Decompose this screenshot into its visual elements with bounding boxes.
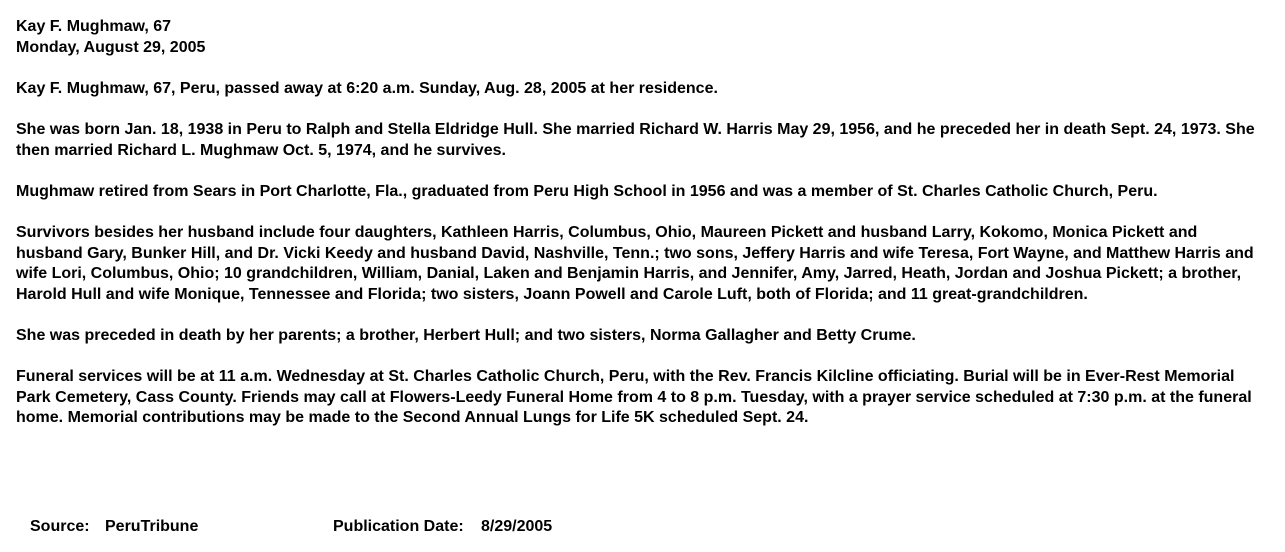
paragraph-survivors: Survivors besides her husband include four daughters, Kathleen Harris, Columbus, Ohio, Maureen Pickett and husband Larry, Kokomo, Monica Pickett and husband Gary, Bunker Hill, and Dr. Vicki Keedy and husband David, Nashville, Tenn.; two sons, Jeffery Harris and wife Teresa, Fort Wayne, and Matthew Harris and wife Lori, Columbus, Ohio; 10 grandchildren, William, Danial, Laken and Benjamin Harris, and Jennifer, Amy, Jarred, Heath, Jordan and Joshua Pickett; a brother, Harold Hull and wife Monique, Tennessee and Florida; two sisters, Joann Powell and Carole Luft, both of Florida; and 11 great-grandchildren. — [16, 223, 1254, 303]
paragraph-death-notice: Kay F. Mughmaw, 67, Peru, passed away at 6:20 a.m. Sunday, Aug. 28, 2005 at her residence. — [16, 79, 718, 97]
paragraph-birth-marriage: She was born Jan. 18, 1938 in Peru to Ralph and Stella Eldridge Hull. She married Richard W. Harris May 29, 1956, and he preceded her in death Sept. 24, 1973. She then married Richard L. Mughmaw Oct. 5, 1974, and he survives. — [16, 120, 1255, 159]
source-label: Source: — [30, 518, 90, 535]
publication-date-value: 8/29/2005 — [481, 518, 553, 535]
publication-date-label: Publication Date: — [333, 518, 464, 535]
source-value: PeruTribune — [105, 518, 199, 535]
obituary-date: Monday, August 29, 2005 — [16, 38, 206, 56]
paragraph-preceded: She was preceded in death by her parents; a brother, Herbert Hull; and two sisters, Norma Gallagher and Betty Crume. — [16, 326, 916, 344]
obituary-title: Kay F. Mughmaw, 67 — [16, 18, 171, 35]
obituary-header — [16, 17, 1266, 58]
obituary-document — [16, 17, 1266, 449]
paragraph-career: Mughmaw retired from Sears in Port Charlotte, Fla., graduated from Peru High School in 1956 and was a member of St. Charles Catholic Church, Peru. — [16, 182, 1158, 200]
paragraph-services: Funeral services will be at 11 a.m. Wednesday at St. Charles Catholic Church, Peru, with the Rev. Francis Kilcline officiating. Burial will be in Ever-Rest Memorial Park Cemetery, Cass County. Friends may call at Flowers-Leedy Funeral Home from 4 to 8 p.m. Tuesday, with a prayer service scheduled at 7:30 p.m. at the funeral home. Memorial contributions may be made to the Second Annual Lungs for Life 5K scheduled Sept. 24. — [16, 368, 1252, 427]
